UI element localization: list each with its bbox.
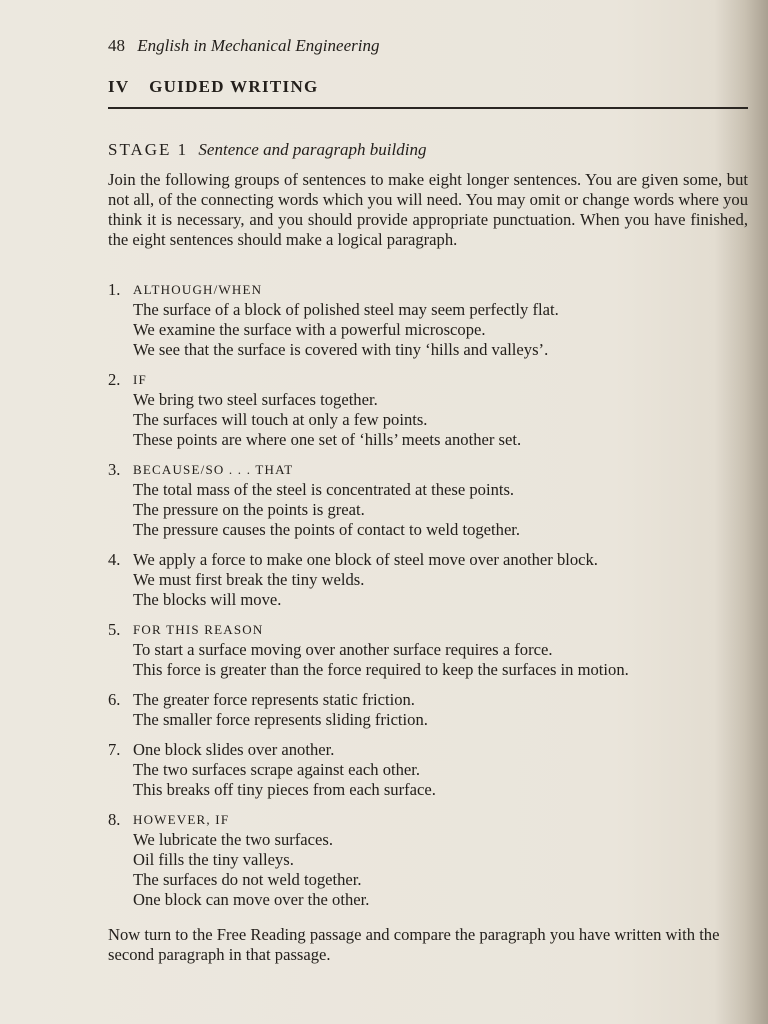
book-title: English in Mechanical Engineering	[137, 36, 380, 55]
exercise-number: 8.	[108, 810, 121, 829]
sentence-line: These points are where one set of ‘hills’ meets another set.	[133, 430, 522, 449]
exercise-item	[108, 620, 758, 680]
running-head	[108, 36, 379, 56]
connecting-words: HOWEVER, IF	[133, 812, 230, 827]
instructions-paragraph: Join the following groups of sentences to make eight longer sentences. You are given some, but not all, of the connecting words which you will need. You may omit or change words where you think it is necessary, and you should provide appropriate punctuation. When you have finished, the eight sentences should make a logical paragraph.	[108, 170, 748, 249]
sentence-line: The two surfaces scrape against each other.	[133, 760, 421, 779]
section-rule	[108, 107, 748, 109]
connecting-words: BECAUSE/SO . . . THAT	[133, 462, 294, 477]
exercise-number: 7.	[108, 740, 121, 759]
exercise-number: 6.	[108, 690, 121, 709]
exercise-number: 2.	[108, 370, 121, 389]
sentence-line: The surface of a block of polished steel may seem perfectly flat.	[133, 300, 559, 319]
sentence-line: This force is greater than the force required to keep the surfaces in motion.	[133, 660, 629, 679]
exercise-number: 4.	[108, 550, 121, 569]
sentence-line: To start a surface moving over another surface requires a force.	[133, 640, 553, 659]
sentence-line: The pressure on the points is great.	[133, 500, 365, 519]
sentence-line: We bring two steel surfaces together.	[133, 390, 378, 409]
sentence-line: The surfaces will touch at only a few points.	[133, 410, 428, 429]
connecting-words: FOR THIS REASON	[133, 622, 264, 637]
connecting-words: ALTHOUGH/WHEN	[133, 282, 263, 297]
sentence-line: This breaks off tiny pieces from each surface.	[133, 780, 436, 799]
sentence-line: The greater force represents static friction.	[133, 690, 415, 709]
connecting-words: IF	[133, 372, 147, 387]
exercise-item	[108, 370, 758, 450]
section-title: GUIDED WRITING	[149, 77, 319, 96]
sentence-line: We examine the surface with a powerful microscope.	[133, 320, 486, 339]
exercise-item	[108, 280, 758, 360]
sentence-line: The smaller force represents sliding friction.	[133, 710, 428, 729]
stage-label: STAGE 1	[108, 140, 189, 159]
exercise-item	[108, 810, 758, 910]
exercise-item	[108, 550, 758, 610]
stage-title: Sentence and paragraph building	[198, 140, 427, 159]
exercise-number: 1.	[108, 280, 121, 299]
sentence-line: The total mass of the steel is concentrated at these points.	[133, 480, 515, 499]
sentence-line: We see that the surface is covered with tiny ‘hills and valleys’.	[133, 340, 549, 359]
sentence-line: The pressure causes the points of contact to weld together.	[133, 520, 521, 539]
closing-paragraph: Now turn to the Free Reading passage and compare the paragraph you have written with the second paragraph in that passage.	[108, 925, 720, 964]
exercise-item	[108, 690, 758, 730]
sentence-line: The blocks will move.	[133, 590, 282, 609]
sentence-line: One block slides over another.	[133, 740, 335, 759]
exercise-item	[108, 460, 758, 540]
sentence-line: One block can move over the other.	[133, 890, 370, 909]
exercise-number: 3.	[108, 460, 121, 479]
stage-heading	[108, 140, 426, 160]
sentence-line: We lubricate the two surfaces.	[133, 830, 334, 849]
exercise-list	[108, 280, 758, 920]
sentence-line: We must first break the tiny welds.	[133, 570, 365, 589]
section-heading	[108, 77, 319, 97]
sentence-line: Oil fills the tiny valleys.	[133, 850, 294, 869]
exercise-number: 5.	[108, 620, 121, 639]
sentence-line: The surfaces do not weld together.	[133, 870, 362, 889]
section-number: IV	[108, 77, 130, 96]
page-number: 48	[108, 36, 125, 55]
exercise-item	[108, 740, 758, 800]
sentence-line: We apply a force to make one block of steel move over another block.	[133, 550, 598, 569]
